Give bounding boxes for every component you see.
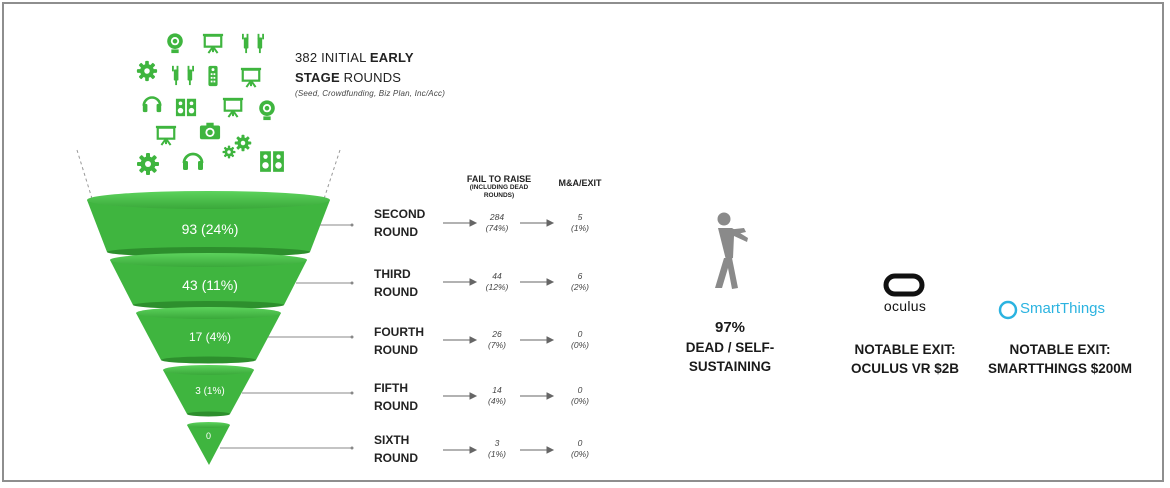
exit-count: 0 — [577, 329, 583, 339]
round-sixth — [374, 431, 454, 467]
round-sixth-line1: SIXTH — [374, 433, 410, 447]
exit-pct: (0%) — [571, 449, 589, 459]
plug-icon — [242, 34, 264, 53]
fail-value-third — [477, 271, 517, 293]
header-subtitle: (Seed, Crowdfunding, Biz Plan, Inc/Acc) — [295, 89, 446, 98]
fail-value-second — [477, 212, 517, 234]
round-fifth-line2: ROUND — [374, 399, 418, 413]
connector-dots — [351, 224, 354, 450]
dead-line1: DEAD / SELF- — [685, 340, 775, 355]
exit-column-header: M&A/EXIT — [558, 178, 602, 188]
round-third-line2: ROUND — [374, 285, 418, 299]
exit-value-sixth — [560, 438, 600, 460]
funnel-label-fifth: 3 (1%) — [195, 386, 225, 397]
presentation-icon — [156, 126, 176, 145]
oculus-logo-icon — [886, 276, 922, 294]
round-sixth-line2: ROUND — [374, 451, 418, 465]
funnel-label-second: 93 (24%) — [181, 221, 239, 237]
gear-icon — [223, 146, 236, 159]
exit-pct: (1%) — [571, 223, 589, 233]
webcam-icon — [259, 100, 275, 120]
round-third — [374, 265, 454, 301]
fail-column-subtitle: (INCLUDING DEAD ROUNDS) — [469, 184, 529, 199]
dead-summary — [660, 318, 800, 376]
oculus-logo-text: oculus — [883, 298, 927, 314]
fail-pct: (7%) — [488, 340, 506, 350]
funnel-header — [295, 48, 445, 100]
smartthings-exit — [980, 340, 1140, 378]
webcam-icon — [167, 33, 183, 53]
round-fifth-line1: FIFTH — [374, 381, 408, 395]
funnel-label-sixth: 0 — [205, 431, 211, 441]
speakers-icon — [176, 99, 196, 116]
gear-icon — [235, 135, 252, 152]
fail-count: 284 — [489, 212, 505, 222]
gear-icon — [137, 153, 159, 175]
oculus-exit — [835, 340, 975, 378]
exit-count: 0 — [577, 385, 583, 395]
round-fourth-line1: FOURTH — [374, 325, 424, 339]
header-line2-rest: ROUNDS — [339, 70, 402, 85]
exit-value-fourth — [560, 329, 600, 351]
fail-value-sixth — [477, 438, 517, 460]
presentation-icon — [203, 34, 223, 53]
fail-column-title: FAIL TO RAISE — [466, 174, 532, 184]
funnel-label-fourth: 17 (4%) — [188, 330, 232, 344]
round-second — [374, 205, 454, 241]
presentation-icon — [241, 68, 261, 87]
fail-value-fifth — [477, 385, 517, 407]
header-line1-bold: EARLY — [369, 50, 414, 65]
fail-pct: (1%) — [488, 449, 506, 459]
funnel-label-third: 43 (11%) — [182, 277, 238, 293]
gear-icon — [137, 61, 157, 81]
smartthings-exit-line1: NOTABLE EXIT: — [1009, 342, 1111, 357]
headphones-icon — [183, 154, 203, 170]
camera-icon — [200, 123, 220, 140]
fail-pct: (12%) — [485, 282, 509, 292]
oculus-exit-line2: OCULUS VR $2B — [850, 361, 960, 376]
smartthings-logo-icon — [1000, 302, 1016, 318]
header-line2-bold: STAGE — [295, 70, 340, 85]
icon-cloud — [137, 33, 284, 175]
headphones-icon — [143, 98, 161, 113]
exit-value-third — [560, 271, 600, 293]
exit-count: 6 — [577, 271, 583, 281]
exit-pct: (0%) — [571, 340, 589, 350]
presentation-icon — [223, 98, 243, 117]
exit-value-second — [560, 212, 600, 234]
fail-value-fourth — [477, 329, 517, 351]
fail-column-header — [449, 174, 549, 200]
funnel-segment-sixth — [187, 422, 230, 465]
dead-pct: 97% — [714, 319, 746, 336]
fail-count: 3 — [494, 438, 500, 448]
smartthings-exit-line2: SMARTTHINGS $200M — [987, 361, 1133, 376]
exit-pct: (0%) — [571, 396, 589, 406]
round-fifth — [374, 379, 454, 415]
fail-count: 44 — [492, 271, 502, 281]
exit-count: 0 — [577, 438, 583, 448]
fail-count: 14 — [492, 385, 502, 395]
fail-count: 26 — [492, 329, 502, 339]
exit-pct: (2%) — [571, 282, 589, 292]
speakers-icon — [260, 151, 284, 172]
exit-value-fifth — [560, 385, 600, 407]
round-third-line1: THIRD — [374, 267, 411, 281]
round-fourth — [374, 323, 454, 359]
exit-count: 5 — [577, 212, 583, 222]
round-second-line2: ROUND — [374, 225, 418, 239]
fail-pct: (4%) — [488, 396, 506, 406]
header-line1-prefix: 382 INITIAL — [295, 50, 370, 65]
zombie-icon — [715, 213, 748, 290]
plug-icon — [172, 66, 194, 85]
oculus-exit-line1: NOTABLE EXIT: — [854, 342, 956, 357]
dead-line2: SUSTAINING — [688, 359, 772, 374]
smartthings-logo-text: SmartThings — [1020, 300, 1106, 317]
remote-icon — [208, 66, 217, 86]
round-fourth-line2: ROUND — [374, 343, 418, 357]
round-second-line1: SECOND — [374, 207, 426, 221]
fail-pct: (74%) — [485, 223, 509, 233]
